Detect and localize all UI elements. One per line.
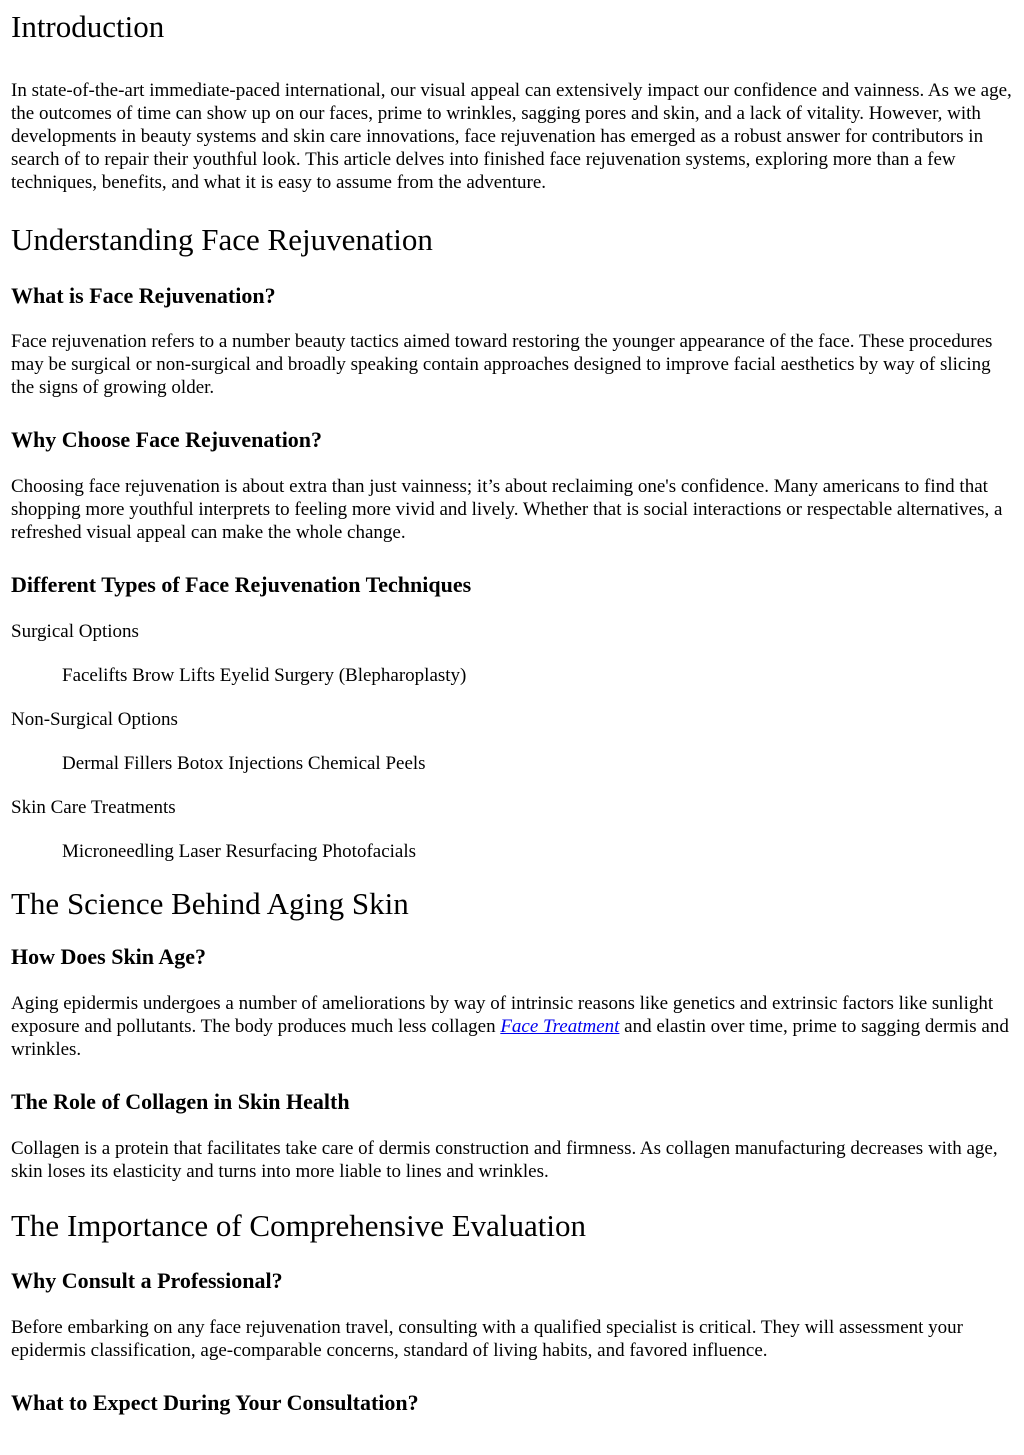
evaluation-heading: The Importance of Comprehensive Evaluation bbox=[11, 1208, 587, 1243]
consult-paragraph: Before embarking on any face rejuvenation travel, consulting with a qualified specialist is critical. They will assessment your epidermis classification, age-comparable concerns, standard of living habits, and favored influence. bbox=[11, 1317, 964, 1361]
age-text-before: Aging epidermis undergoes a number of ameliorations by way of intrinsic reasons like genetics and extrinsic factors like sunlight exposure and pollutants. The body produces much less collagen bbox=[11, 993, 994, 1037]
intro-paragraph: In state-of-the-art immediate-paced international, our visual appeal can extensively impact our confidence and vainness. As we age, the outcomes of time can show up on our faces, prime to wrinkles, sagging pores and skin, and a lack of vitality. However, with developments in beauty systems and skin care innovations, face rejuvenation has emerged as a robust answer for contributors in search of to repair their youthful look. This article delves into finished face rejuvenation systems, exploring more than a few techniques, benefits, and what it is easy to assume from the adventure. bbox=[11, 80, 1012, 193]
consult-heading: Why Consult a Professional? bbox=[11, 1268, 283, 1293]
collagen-heading: The Role of Collagen in Skin Health bbox=[11, 1089, 350, 1114]
age-text-after: and elastin over time, prime to sagging dermis and wrinkles. bbox=[11, 1016, 1009, 1060]
why-heading: Why Choose Face Rejuvenation? bbox=[11, 427, 323, 452]
why-paragraph: Choosing face rejuvenation is about extra than just vainness; it’s about reclaiming one's confidence. Many americans to find that shopping more youthful interprets to feeling more vivid and lively. Whether that is social interactions or respectable alternatives, a refreshed visual appeal can make the whole change. bbox=[11, 476, 1003, 543]
surgical-items: Facelifts Brow Lifts Eyelid Surgery (Blepharoplasty) bbox=[62, 665, 467, 686]
age-paragraph bbox=[11, 992, 1014, 1061]
intro-heading: Introduction bbox=[11, 9, 165, 44]
expect-heading: What to Expect During Your Consultation? bbox=[11, 1390, 419, 1415]
nonsurgical-label: Non-Surgical Options bbox=[11, 709, 178, 730]
skincare-label: Skin Care Treatments bbox=[11, 797, 176, 818]
what-heading: What is Face Rejuvenation? bbox=[11, 283, 276, 308]
collagen-paragraph: Collagen is a protein that facilitates take care of dermis construction and firmness. As collagen manufacturing decreases with age, skin loses its elasticity and turns into more liable to lines and wrinkles. bbox=[11, 1138, 998, 1182]
surgical-label: Surgical Options bbox=[11, 621, 139, 642]
age-heading: How Does Skin Age? bbox=[11, 944, 206, 969]
types-heading: Different Types of Face Rejuvenation Techniques bbox=[11, 572, 472, 597]
skincare-items: Microneedling Laser Resurfacing Photofacials bbox=[62, 841, 417, 862]
face-treatment-link[interactable]: Face Treatment bbox=[500, 1016, 620, 1037]
what-paragraph: Face rejuvenation refers to a number beauty tactics aimed toward restoring the younger appearance of the face. These procedures may be surgical or non-surgical and broadly speaking contain approaches designed to improve facial aesthetics by way of slicing the signs of growing older. bbox=[11, 331, 993, 398]
understanding-heading: Understanding Face Rejuvenation bbox=[11, 222, 433, 257]
science-heading: The Science Behind Aging Skin bbox=[11, 886, 409, 921]
article bbox=[0, 9, 1024, 1417]
nonsurgical-items: Dermal Fillers Botox Injections Chemical Peels bbox=[62, 753, 426, 774]
